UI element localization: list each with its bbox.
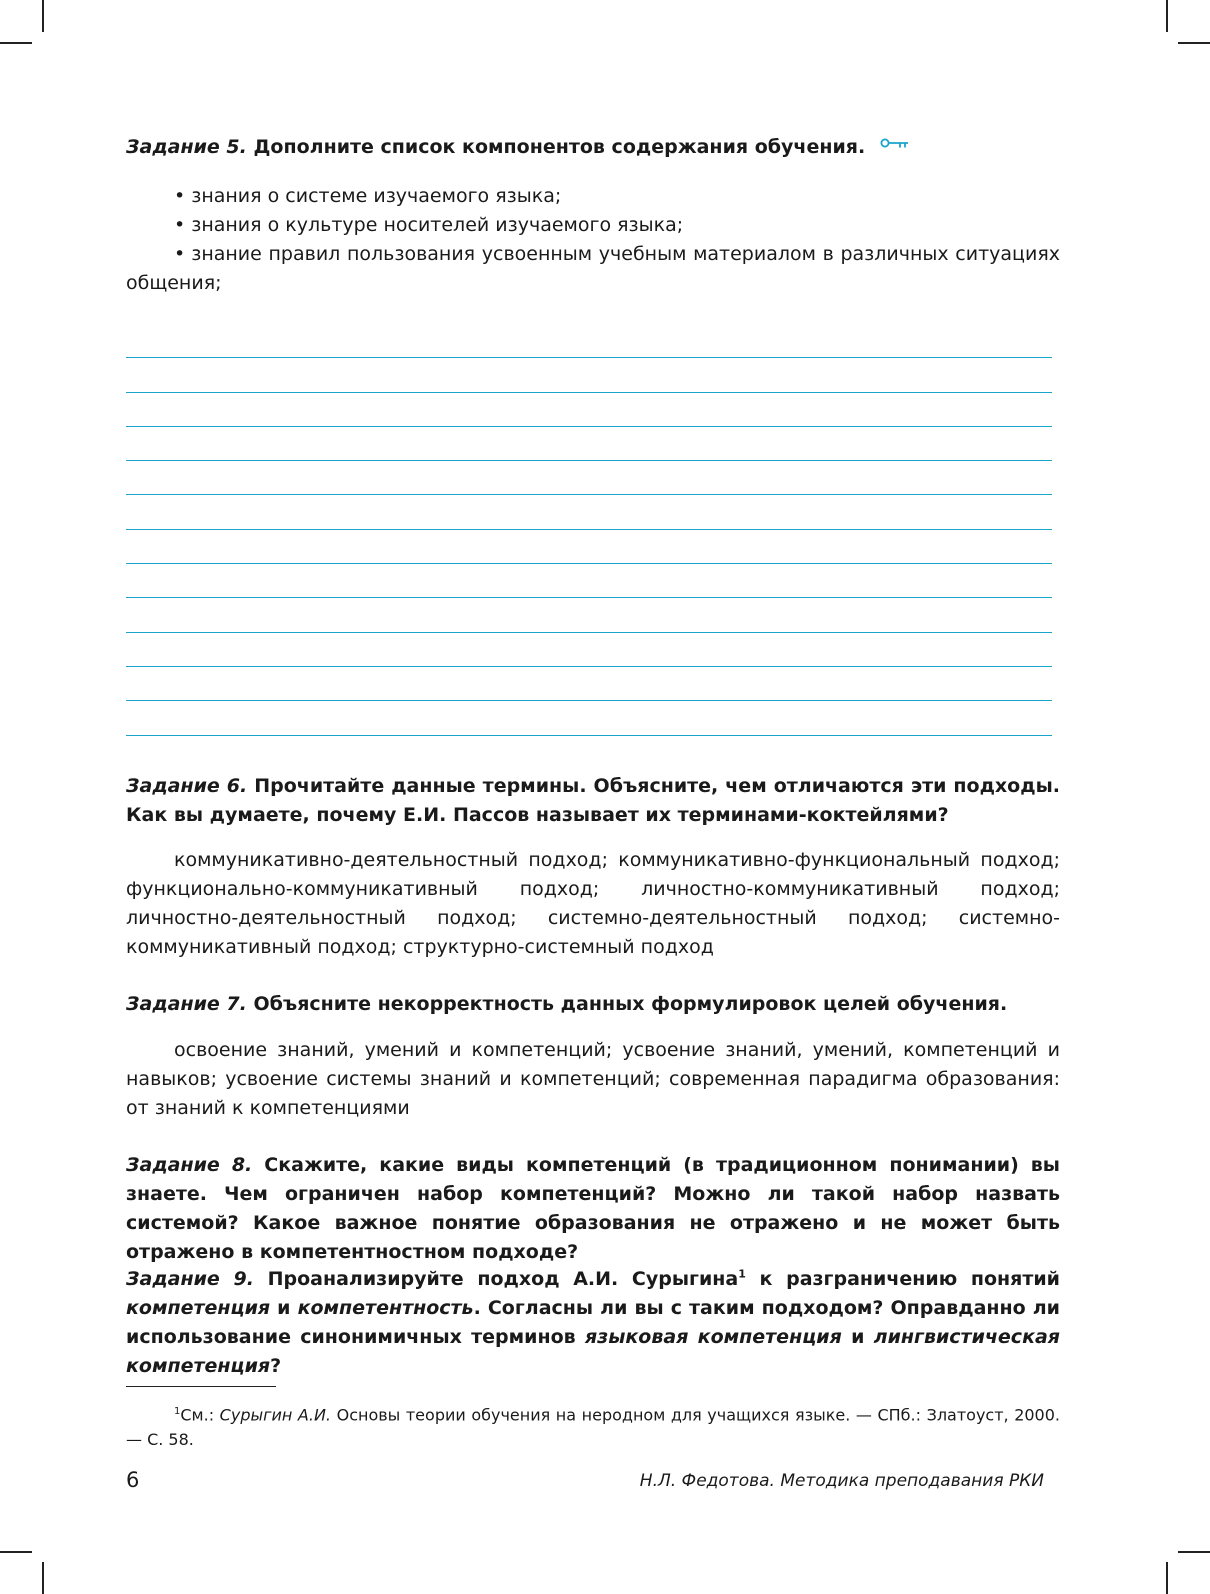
footnote-author: Сурыгин А.И. [219,1405,332,1425]
footnote-reference[interactable]: 1 [738,1267,746,1281]
answer-line[interactable] [126,701,1052,735]
answer-line[interactable] [126,393,1052,427]
footnote-prefix: См.: [180,1405,220,1425]
task-5-label: Задание 5. [126,136,247,158]
task-8-text: Скажите, какие виды компетенций (в традиционном понимании) вы знаете. Чем ограничен набор компетенций? Можно ли такой набор назвать системой? Какое важное понятие образования не отражено и не может быть отражено в компетентностном подходе? [126,1154,1060,1263]
crop-mark-bottom-left-horizontal [0,1551,32,1553]
document-page [126,0,1060,1594]
answer-line[interactable] [126,358,1052,392]
list-item [126,182,1060,211]
crop-mark-top-left-horizontal [0,42,32,44]
task-9-heading [126,1265,1060,1381]
bullet-mark: • [174,185,186,207]
crop-mark-top-right-horizontal [1178,42,1210,44]
answer-lines [126,324,1052,736]
task-8-label: Задание 8. [126,1154,253,1176]
answer-line[interactable] [126,564,1052,598]
answer-line[interactable] [126,598,1052,632]
task-9-text-part-4: . Согласны ли вы с таким подходом? Оправданно ли использование синонимичных терминов [126,1297,1060,1348]
page-number: 6 [126,1468,140,1492]
task-9-text-part-5: и [841,1326,874,1348]
crop-mark-bottom-left-vertical [42,1562,44,1594]
list-item [126,240,1060,298]
term-language-competence: языковая компетенция [584,1326,842,1348]
task-9-text-part-3: и [270,1297,298,1319]
answer-line[interactable] [126,530,1052,564]
footnote-text: Основы теории обучения на неродном для учащихся языке. — СПб.: Златоуст, 2000. — С. 58. [126,1405,1061,1450]
crop-mark-top-right-vertical [1166,0,1168,32]
answer-line[interactable] [126,461,1052,495]
bullet-mark: • [174,243,186,265]
list-item-text: знание правил пользования усвоенным учебным материалом в различных ситуациях общения; [126,243,1060,294]
answer-line[interactable] [126,427,1052,461]
footnote-mark: 1 [174,1406,181,1417]
key-icon [880,130,910,159]
task-6-label: Задание 6. [126,775,248,797]
task-7-text: Объясните некорректность данных формулировок целей обучения. [253,993,1008,1015]
task-7-heading [126,990,1060,1019]
task-8-heading [126,1151,1060,1267]
task-9-text-part-6: ? [270,1355,282,1377]
list-item [126,211,1060,240]
term-competency: компетентность [297,1297,474,1319]
crop-mark-top-left-vertical [42,0,44,32]
answer-line[interactable] [126,324,1052,358]
task-6-body: коммуникативно-деятельностный подход; коммуникативно-функциональный подход; функционально-коммуникативный подход; личностно-коммуникативный подход; личностно-деятельностный подход; системно-деятельностный подход; системно-коммуникативный подход; структурно-системный подход [126,849,1060,958]
task-9-text-part-1: Проанализируйте подход А.И. Сурыгина [267,1268,739,1290]
answer-line[interactable] [126,633,1052,667]
running-footer-title: Н.Л. Федотова. Методика преподавания РКИ [639,1471,1044,1491]
list-item-text: знания о системе изучаемого языка; [191,185,562,207]
task-7-body: освоение знаний, умений и компетенций; усвоение знаний, умений, компетенций и навыков; усвоение системы знаний и компетенций; современная парадигма образования: от знаний к компетенциями [126,1039,1060,1119]
task-5-heading [126,133,1060,162]
crop-mark-bottom-right-horizontal [1178,1551,1210,1553]
crop-mark-bottom-right-vertical [1166,1562,1168,1594]
list-item-text: знания о культуре носителей изучаемого языка; [191,214,684,236]
task-6-heading [126,772,1060,830]
term-linguistic-competence: лингвистическая компетенция [126,1326,1060,1377]
answer-line[interactable] [126,495,1052,529]
bullet-mark: • [174,214,186,236]
task-5-text: Дополните список компонентов содержания обучения. [253,136,866,158]
task-6-text: Прочитайте данные термины. Объясните, чем отличаются эти подходы. Как вы думаете, почему Е.И. Пассов называет их терминами-коктейлями? [126,775,1060,826]
term-competence: компетенция [126,1297,271,1319]
task-9-text-part-2: к разграничению понятий [745,1268,1060,1290]
task-9-label: Задание 9. [126,1268,254,1290]
footnote [126,1399,1060,1452]
task-7-label: Задание 7. [126,993,247,1015]
footnote-divider [126,1386,276,1387]
answer-line[interactable] [126,667,1052,701]
task-5-bullet-list [126,182,1060,298]
